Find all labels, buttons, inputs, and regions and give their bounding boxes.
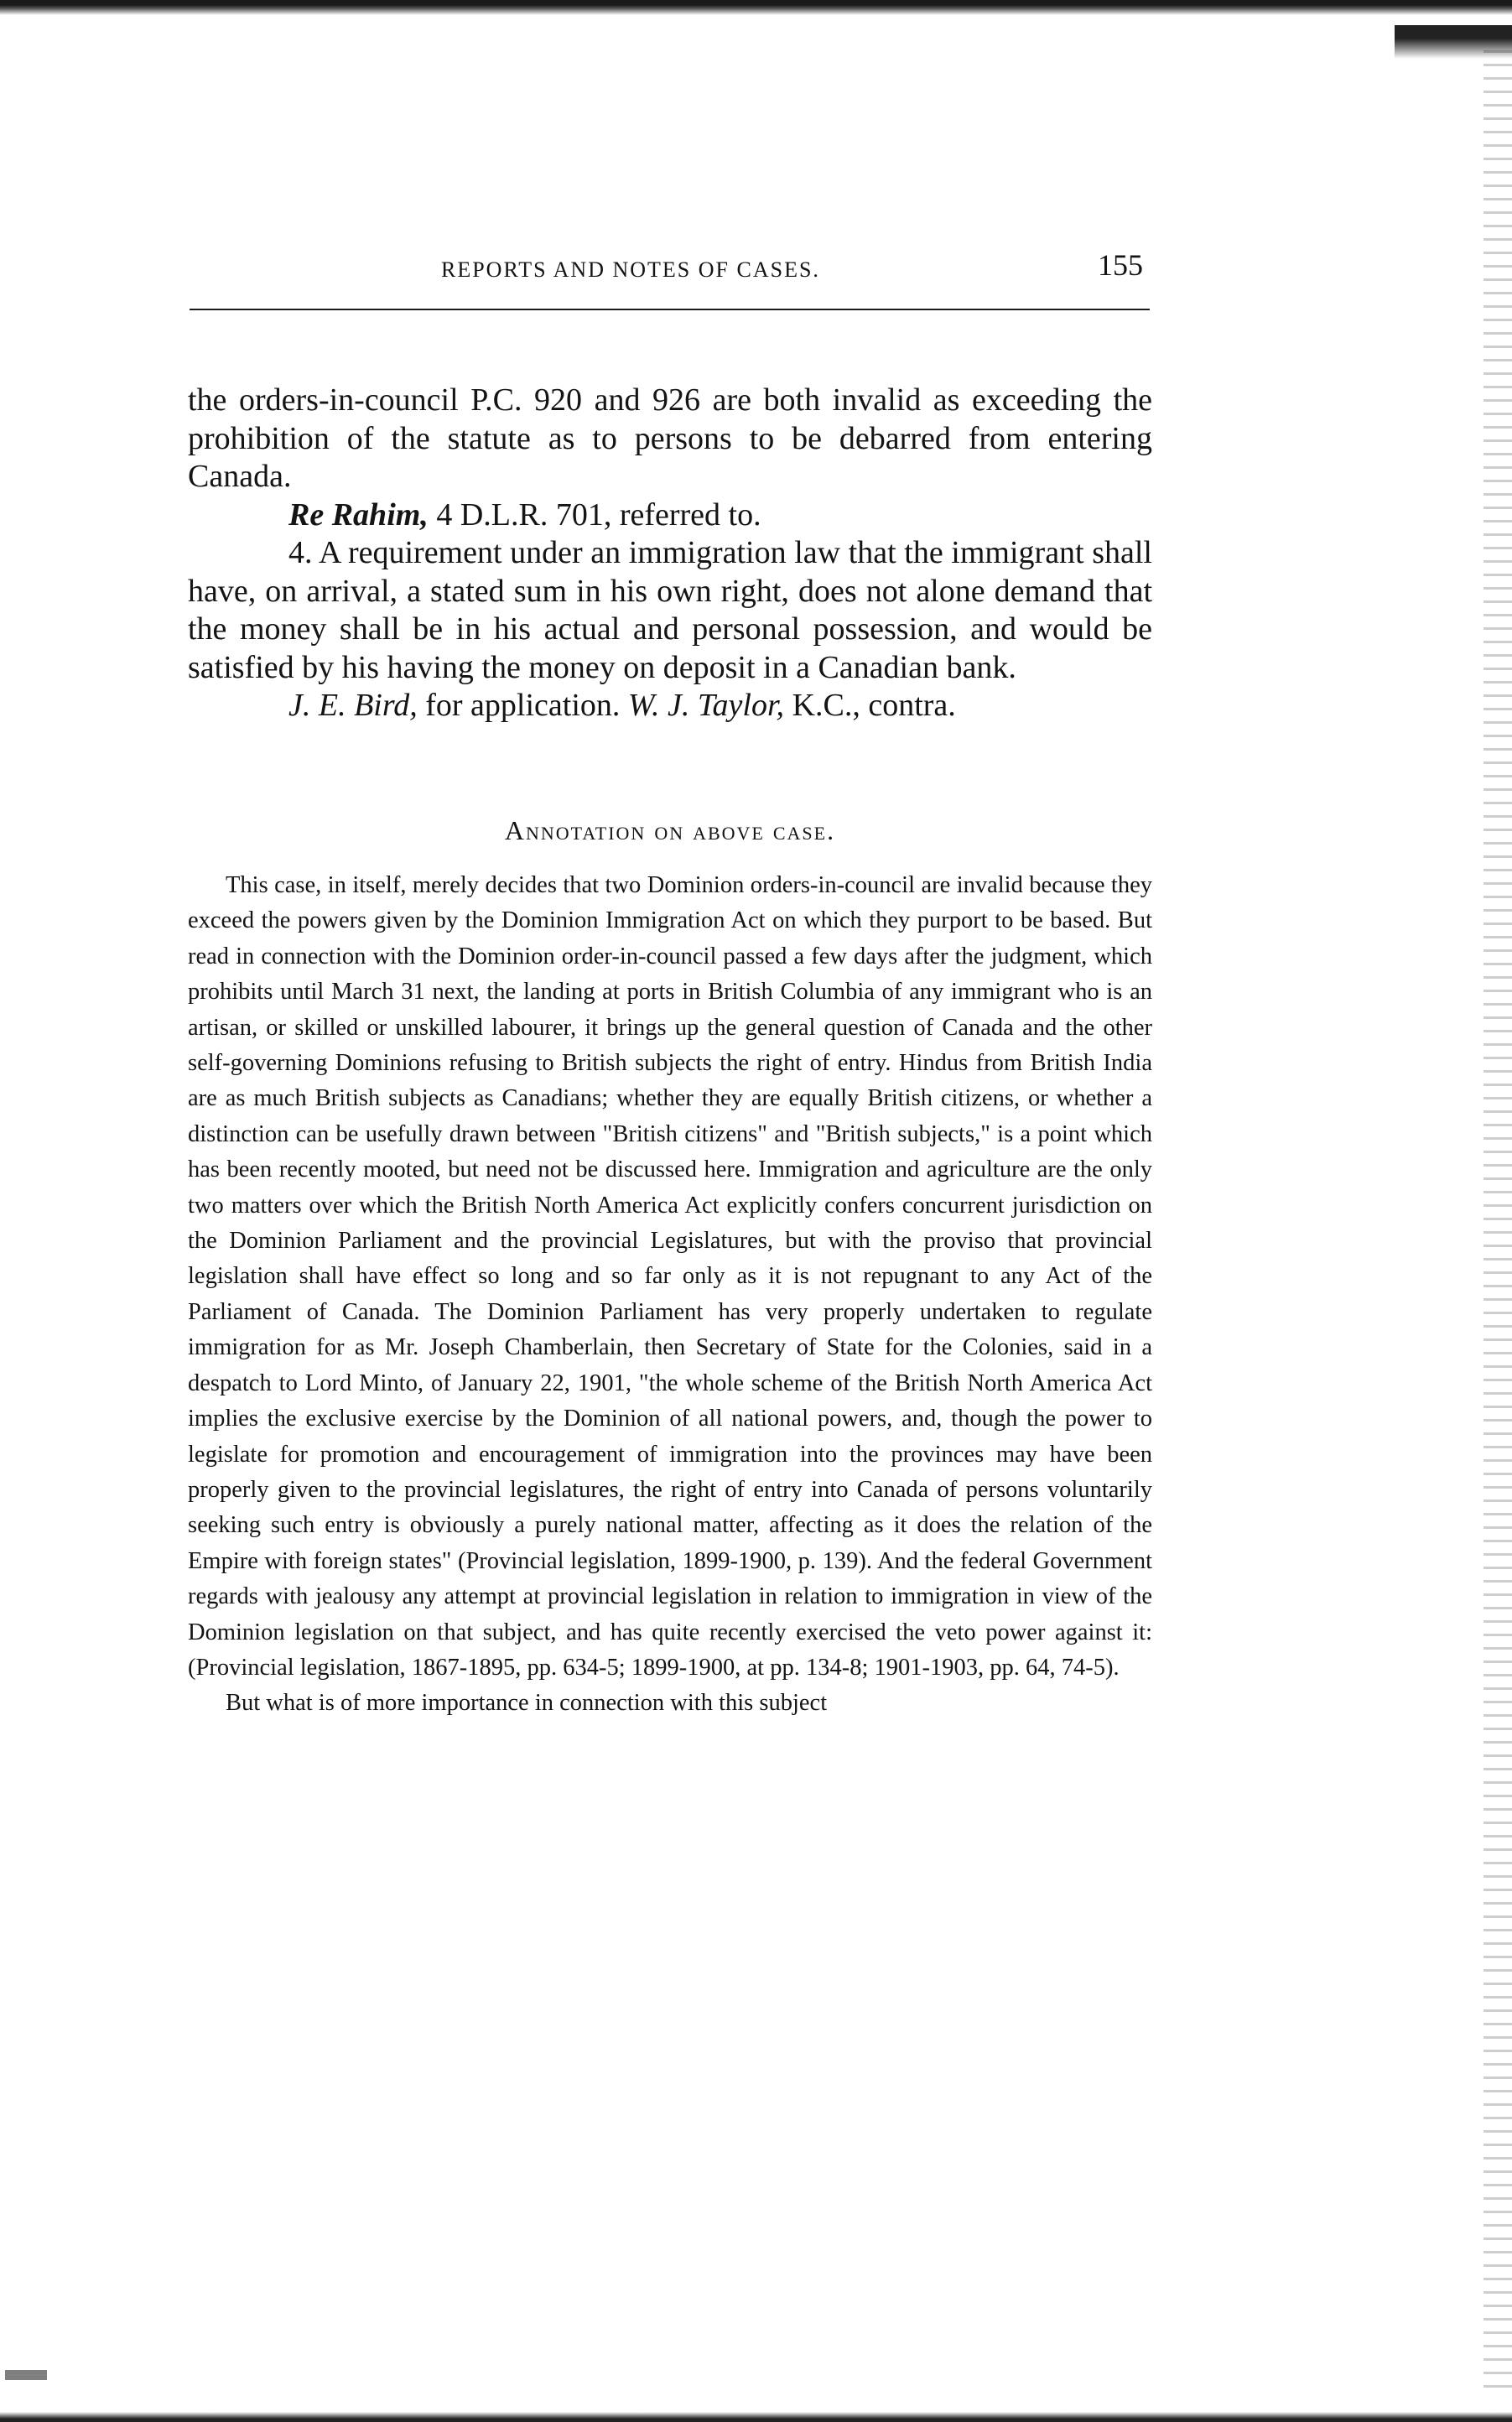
counsel-2-role: K.C., contra. — [784, 688, 956, 723]
syllabus-paragraph-4: 4. A requirement under an immigration law that the immigrant shall have, on arrival, a stated sum in his own right, does not alone demand that the money shall be in his actual and personal possession, and would be satisfied by his having the money on deposit in a Canadian bank. — [188, 535, 1152, 685]
page-number: 155 — [1098, 248, 1143, 282]
annotation-body — [188, 868, 1152, 1722]
counsel-line — [188, 687, 1152, 725]
syllabus-paragraph-continued: the orders-in-council P.C. 920 and 926 are both invalid as exceeding the prohibition of the statute as to persons to be debarred from entering Canada. — [188, 382, 1152, 494]
annotation-paragraph-2: But what is of more importance in connection with this subject — [226, 1690, 828, 1717]
counsel-2-name: W. J. Taylor, — [627, 688, 785, 723]
scan-border-top — [0, 0, 1512, 15]
scan-border-right — [1483, 50, 1512, 2399]
annotation-paragraph-1: This case, in itself, merely decides that two Dominion orders-in-council are invalid because they exceed the powers given by the Dominion Immigration Act on which they purport to be based. But read in connection with the Dominion order-in-council passed a few days after the judgment, which prohibits until March 31 next, the landing at ports in British Columbia of any immigrant who is an artisan, or skilled or unskilled labourer, it brings up the general question of Canada and the other self-governing Dominions refusing to British subjects the right of entry. Hindus from British India are as much British subjects as Canadians; whether they are equally British citizens, or whether a distinction can be usefully drawn between "British citizens" and "British subjects," is a point which has been recently mooted, but need not be discussed here. Immigration and agriculture are the only two matters over which the British North America Act explicitly confers concurrent jurisdiction on the Dominion Parliament and the provincial Legislatures, but with the proviso that provincial legislation shall have effect so long and so far only as it is not repugnant to any Act of the Parliament of Canada. The Dominion Parliament has very properly undertaken to regulate immigration for as Mr. Joseph Chamberlain, then Secretary of State for the Colonies, said in a despatch to Lord Minto, of January 22, 1901, "the whole scheme of the British North America Act implies the exclusive exercise by the Dominion of all national powers, and, though the power to legislate for promotion and encouragement of immigration into the provinces may have been properly given to the provincial legislatures, the right of entry into Canada of persons voluntarily seeking such entry is obviously a purely national matter, affecting as it does the relation of the Empire with foreign states" (Provincial legislation, 1899-1900, p. 139). And the federal Government regards with jealousy any attempt at provincial legislation in relation to immigration in view of the Dominion legislation on that subject, and has quite recently exercised the veto power against it: (Provincial legislation, 1867-1895, pp. 634-5; 1899-1900, at pp. 134-8; 1901-1903, pp. 64, 74-5). — [188, 872, 1152, 1681]
counsel-1-role: for application. — [417, 688, 628, 723]
running-head-title: REPORTS AND NOTES OF CASES. — [441, 257, 820, 282]
syllabus-referred-case — [188, 496, 1152, 535]
running-head — [190, 247, 1150, 298]
case-syllabus — [188, 382, 1152, 725]
referred-case-name: Re Rahim, — [288, 496, 429, 533]
annotation-heading: Annotation on above case. — [504, 815, 836, 845]
counsel-1-name: J. E. Bird, — [288, 688, 418, 723]
scan-border-bottom — [0, 2412, 1512, 2422]
header-rule — [190, 309, 1150, 310]
scan-mark-bottom-left — [5, 2370, 47, 2380]
referred-case-citation: 4 D.L.R. 701, referred to. — [428, 496, 761, 533]
